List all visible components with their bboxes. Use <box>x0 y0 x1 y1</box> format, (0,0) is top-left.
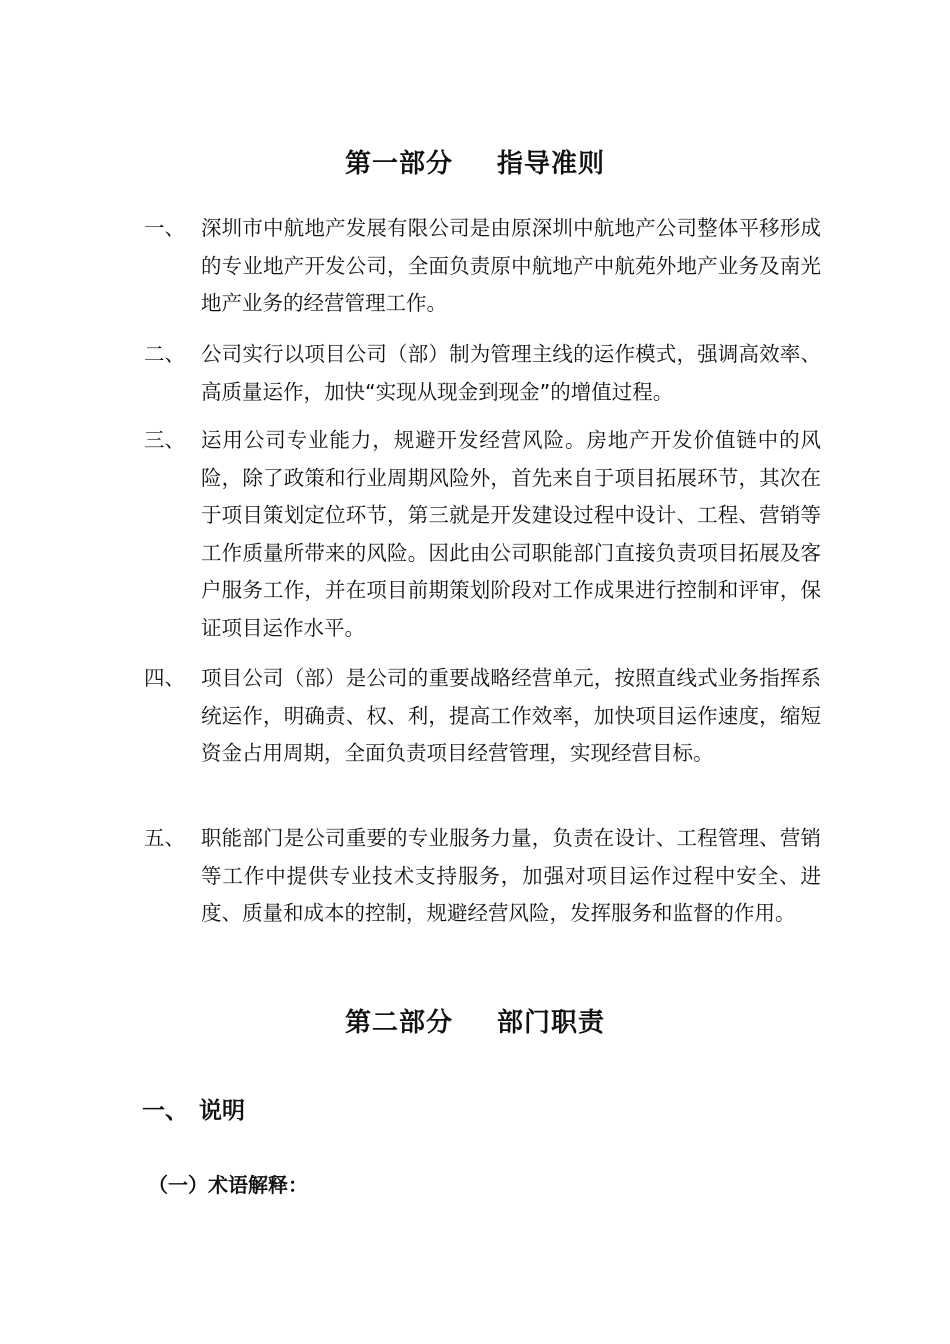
clause-number: 一、 <box>144 216 185 240</box>
clause-item <box>144 336 834 411</box>
part-two-heading: 部门职责 <box>497 1008 606 1038</box>
clause-text: 公司实行以项目公司（部）制为管理主线的运作模式，强调高效率、高质量运作，加快“实现从现金到现金”的增值过程。 <box>201 342 821 404</box>
clause-item <box>144 210 834 323</box>
clause-text: 项目公司（部）是公司的重要战略经营单元，按照直线式业务指挥系统运作，明确责、权、利，提高工作效率，加快项目运作速度，缩短资金占用周期，全面负责项目经营管理，实现经营目标。 <box>201 666 821 765</box>
clause-text: 深圳市中航地产发展有限公司是由原深圳中航地产公司整体平移形成的专业地产开发公司，全面负责原中航地产中航苑外地产业务及南光地产业务的经营管理工作。 <box>201 216 821 315</box>
clause-number: 二、 <box>144 342 185 366</box>
section-heading <box>142 1094 245 1128</box>
clause-number: 四、 <box>144 666 185 690</box>
clause-item <box>144 422 834 647</box>
part-one-heading: 指导准则 <box>497 149 606 179</box>
clause-item <box>144 820 834 933</box>
part-one-title <box>0 146 950 182</box>
clause-item <box>144 660 834 773</box>
clause-text: 职能部门是公司重要的专业服务力量，负责在设计、工程管理、营销等工作中提供专业技术支持服务，加强对项目运作过程中安全、进度、质量和成本的控制，规避经营风险，发挥服务和监督的作用。 <box>201 826 821 925</box>
subsection-title: 术语解释： <box>208 1173 308 1197</box>
clause-number: 三、 <box>144 428 185 452</box>
part-two-prefix: 第二部分 <box>344 1008 453 1038</box>
clause-number: 五、 <box>144 826 185 850</box>
part-one-prefix: 第一部分 <box>344 149 453 179</box>
part-two-title <box>0 1005 950 1041</box>
clause-text: 运用公司专业能力，规避开发经营风险。房地产开发价值链中的风险，除了政策和行业周期风险外，首先来自于项目拓展环节，其次在于项目策划定位环节，第三就是开发建设过程中设计、工程、营销等工作质量所带来的风险。因此由公司职能部门直接负责项目拓展及客户服务工作，并在项目前期策划阶段对工作成果进行控制和评审，保证项目运作水平。 <box>201 428 821 640</box>
section-title: 说明 <box>199 1098 245 1124</box>
subsection-number: （一） <box>148 1173 208 1197</box>
section-number: 一、 <box>142 1098 188 1124</box>
subsection-heading <box>148 1170 308 1200</box>
